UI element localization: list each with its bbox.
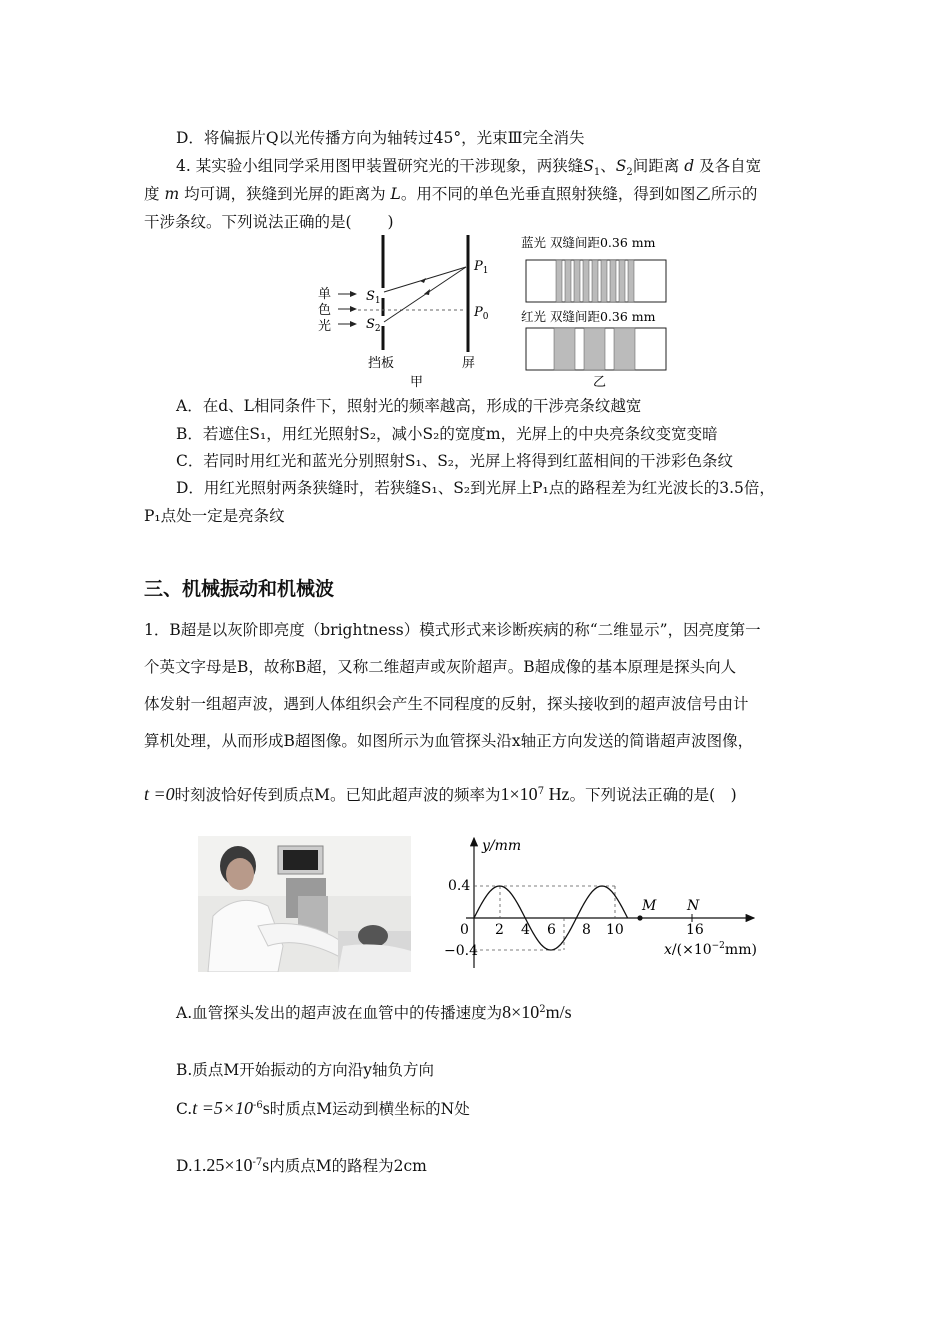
baffle-label: 挡板 <box>368 356 395 371</box>
q4-stem-line1: 4. 某实验小组同学采用图甲装置研究光的干涉现象，两狭缝$S_1$、$S_2$间距离 d 及各自宽 <box>176 157 762 179</box>
x-tick-2: 2 <box>495 922 504 938</box>
figure-b-caption: 乙 <box>593 375 607 390</box>
point-m-label: M <box>642 898 657 914</box>
q1-stem-line4: 算机处理，从而形成B超图像。如图所示为血管探头沿x轴正方向发送的简谐超声波图像， <box>144 732 754 750</box>
point-p0-label: $P_0$ <box>474 305 489 322</box>
point-n-label: N <box>687 898 700 914</box>
wave-graph <box>436 830 766 980</box>
light-label-2: 色 <box>318 303 332 318</box>
slit-s1-label: $S_1$ <box>366 289 381 306</box>
q1-stem-line3: 体发射一组超声波，遇到人体组织会产生不同程度的反射，探头接收到的超声波信号由计 <box>144 695 749 713</box>
ray-arrow-2 <box>424 289 430 295</box>
ultrasound-exam-photo <box>198 836 411 972</box>
x-tick-6: 6 <box>547 922 556 938</box>
x-tick-10: 10 <box>606 922 624 938</box>
x-axis-label: $x/(\times 10^{-2}mm)$ <box>664 941 757 958</box>
blue-fringes <box>556 260 634 302</box>
point-p1-label: $P_1$ <box>474 259 489 276</box>
q1-option-c: $C.t =5\times 10^{-6}s$时质点M运动到横坐标的N处 <box>176 1098 470 1118</box>
q1-stem-line1: 1．B超是以灰阶即亮度（brightness）模式形式来诊断疾病的称“二维显示”，因亮度第一 <box>144 621 761 639</box>
y-axis-label: y/mm <box>482 838 522 854</box>
q4-option-d-line1: D．用红光照射两条狭缝时，若狭缝S₁、S₂到光屏上P₁点的路程差为红光波长的3.5倍， <box>176 479 775 497</box>
q4-option-a: A．在d、L相同条件下，照射光的频率越高，形成的干涉亮条纹越宽 <box>176 397 642 415</box>
x-tick-8: 8 <box>582 922 591 938</box>
x-tick-16: 16 <box>686 922 704 938</box>
ray-s2-p1 <box>384 267 466 322</box>
point-m-dot <box>637 915 642 920</box>
x-tick-4: 4 <box>521 922 530 938</box>
y-tick-positive: 0.4 <box>448 878 471 894</box>
q1-option-b: B.质点M开始振动的方向沿y轴负方向 <box>176 1061 434 1079</box>
q1-stem-line2: 个英文字母是B，故称B超，又称二维超声或灰阶超声。B超成像的基本原理是探头向人 <box>144 658 737 676</box>
blue-light-label: 蓝光 双缝间距0.36 mm <box>521 235 656 250</box>
q4-stem-line3: 干涉条纹。下列说法正确的是( ) <box>144 213 394 231</box>
double-slit-apparatus-figure <box>308 230 508 390</box>
interference-fringes-figure <box>516 232 676 390</box>
q4-option-c: C．若同时用红光和蓝光分别照射S₁、S₂，光屏上将得到红蓝相间的干涉彩色条纹 <box>176 452 734 470</box>
slit-s2-label: $S_2$ <box>366 317 381 334</box>
section-heading: 三、机械振动和机械波 <box>144 578 335 600</box>
figure-a-caption: 甲 <box>410 375 424 390</box>
red-fringes <box>554 328 635 370</box>
light-label-1: 单 <box>318 287 332 302</box>
light-label-3: 光 <box>318 319 332 334</box>
q1-option-d: $D.1.25\times 10^{-7}s$内质点M的路程为2cm <box>176 1155 427 1175</box>
q4-option-b: B．若遮住S₁，用红光照射S₂，减小S₂的宽度m，光屏上的中央亮条纹变宽变暗 <box>176 425 718 443</box>
screen-label: 屏 <box>462 356 476 371</box>
red-light-label: 红光 双缝间距0.36 mm <box>521 309 656 324</box>
q3-option-d: D．将偏振片Q以光传播方向为轴转过45°，光束Ⅲ完全消失 <box>176 129 585 147</box>
q4-option-d-line2: P₁点处一定是亮条纹 <box>144 507 285 525</box>
q4-stem-line2: 度 m 均可调，狭缝到光屏的距离为 L。用不同的单色光垂直照射狭缝，得到如图乙所示的 <box>144 185 758 203</box>
q1-option-a: A.血管探头发出的超声波在血管中的传播速度为$8\times 10^2m/s$ <box>176 1002 572 1022</box>
origin-label: 0 <box>460 922 469 938</box>
q1-stem-line5: t =0时刻波恰好传到质点M。已知此超声波的频率为$1\times 10^7$ Hz。下列说法正确的是( ) <box>144 784 737 804</box>
y-tick-negative: −0.4 <box>444 943 478 959</box>
